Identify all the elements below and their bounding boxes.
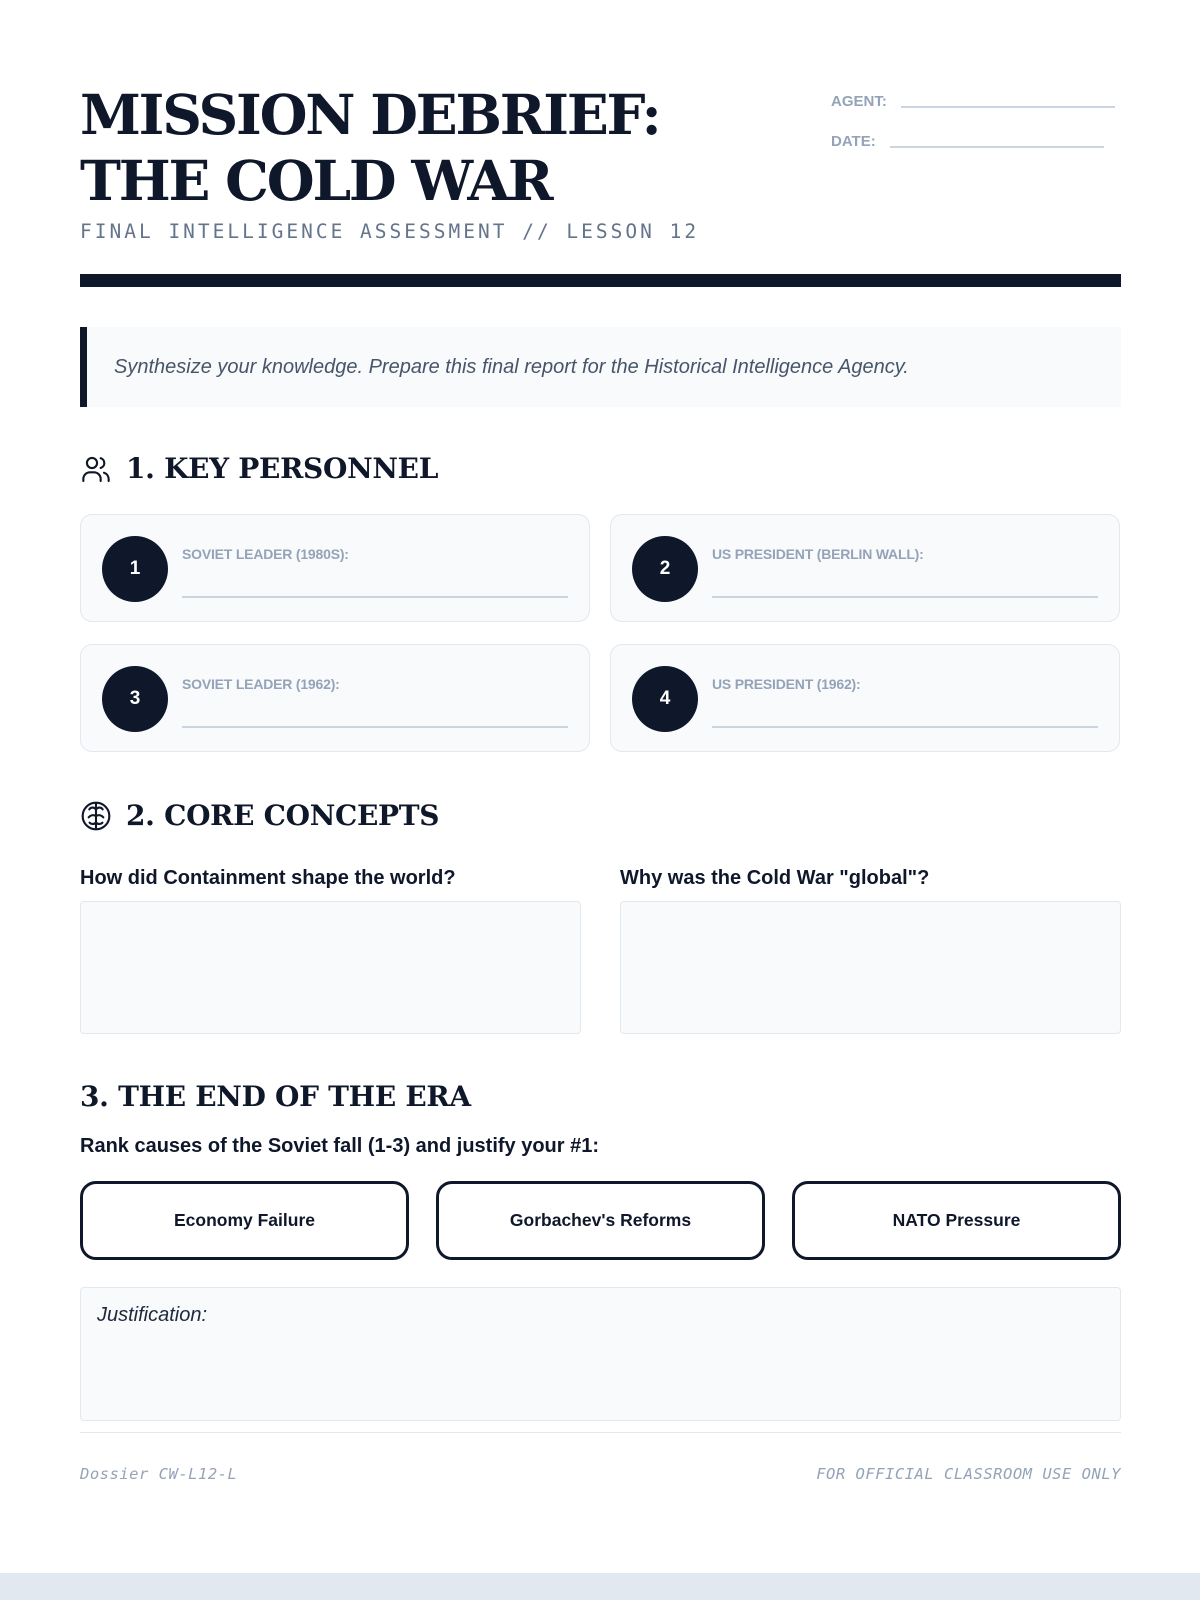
justification-label: Justification:: [97, 1304, 208, 1326]
agent-row: [831, 86, 1121, 110]
section-title: 3. THE END OF THE ERA: [80, 1080, 471, 1113]
briefing-callout: Synthesize your knowledge. Prepare this final report for the Historical Intelligence Agency.: [80, 327, 1121, 407]
section-title: 1. KEY PERSONNEL: [126, 452, 439, 485]
section-heading-end-era: [80, 1080, 471, 1113]
users-icon: [80, 453, 112, 485]
section-title: 2. CORE CONCEPTS: [126, 799, 440, 832]
date-field[interactable]: [890, 146, 1104, 148]
footer-classification: FOR OFFICIAL CLASSROOM USE ONLY: [816, 1465, 1121, 1483]
personnel-card: [610, 644, 1120, 752]
page-title: MISSION DEBRIEF: THE COLD WAR: [80, 82, 660, 213]
number-badge: 2: [632, 536, 698, 602]
question-label: Why was the Cold War "global"?: [620, 867, 930, 889]
rank-prompt: Rank causes of the Soviet fall (1-3) and justify your #1:: [80, 1135, 600, 1157]
brain-icon: [80, 800, 112, 832]
agent-field[interactable]: [901, 106, 1115, 108]
personnel-label: US PRESIDENT (BERLIN WALL):: [712, 546, 924, 562]
personnel-answer-line[interactable]: [712, 596, 1098, 598]
personnel-label: SOVIET LEADER (1962):: [182, 676, 340, 692]
header-rule: [80, 274, 1121, 287]
page-subtitle: FINAL INTELLIGENCE ASSESSMENT // LESSON 12: [80, 220, 700, 243]
number-badge: 1: [102, 536, 168, 602]
rank-cause-box[interactable]: Economy Failure: [80, 1181, 409, 1260]
personnel-label: US PRESIDENT (1962):: [712, 676, 861, 692]
section-heading-concepts: [80, 799, 439, 832]
agent-date-block: [831, 86, 1121, 166]
question-label: How did Containment shape the world?: [80, 867, 456, 889]
footer-rule: [80, 1432, 1121, 1433]
personnel-answer-line[interactable]: [182, 726, 568, 728]
agent-label: AGENT:: [831, 93, 887, 110]
justification-box[interactable]: [80, 1287, 1121, 1421]
rank-cause-box[interactable]: NATO Pressure: [792, 1181, 1121, 1260]
personnel-answer-line[interactable]: [182, 596, 568, 598]
date-label: DATE:: [831, 133, 876, 150]
rank-cause-box[interactable]: Gorbachev's Reforms: [436, 1181, 765, 1260]
personnel-label: SOVIET LEADER (1980S):: [182, 546, 349, 562]
footer-dossier-id: Dossier CW-L12-L: [80, 1465, 238, 1483]
section-heading-personnel: [80, 452, 438, 485]
answer-box[interactable]: [80, 901, 581, 1034]
personnel-card: [80, 514, 590, 622]
personnel-card: [80, 644, 590, 752]
number-badge: 3: [102, 666, 168, 732]
header: [80, 82, 1121, 243]
personnel-card: [610, 514, 1120, 622]
answer-box[interactable]: [620, 901, 1121, 1034]
number-badge: 4: [632, 666, 698, 732]
date-row: [831, 126, 1121, 150]
personnel-answer-line[interactable]: [712, 726, 1098, 728]
